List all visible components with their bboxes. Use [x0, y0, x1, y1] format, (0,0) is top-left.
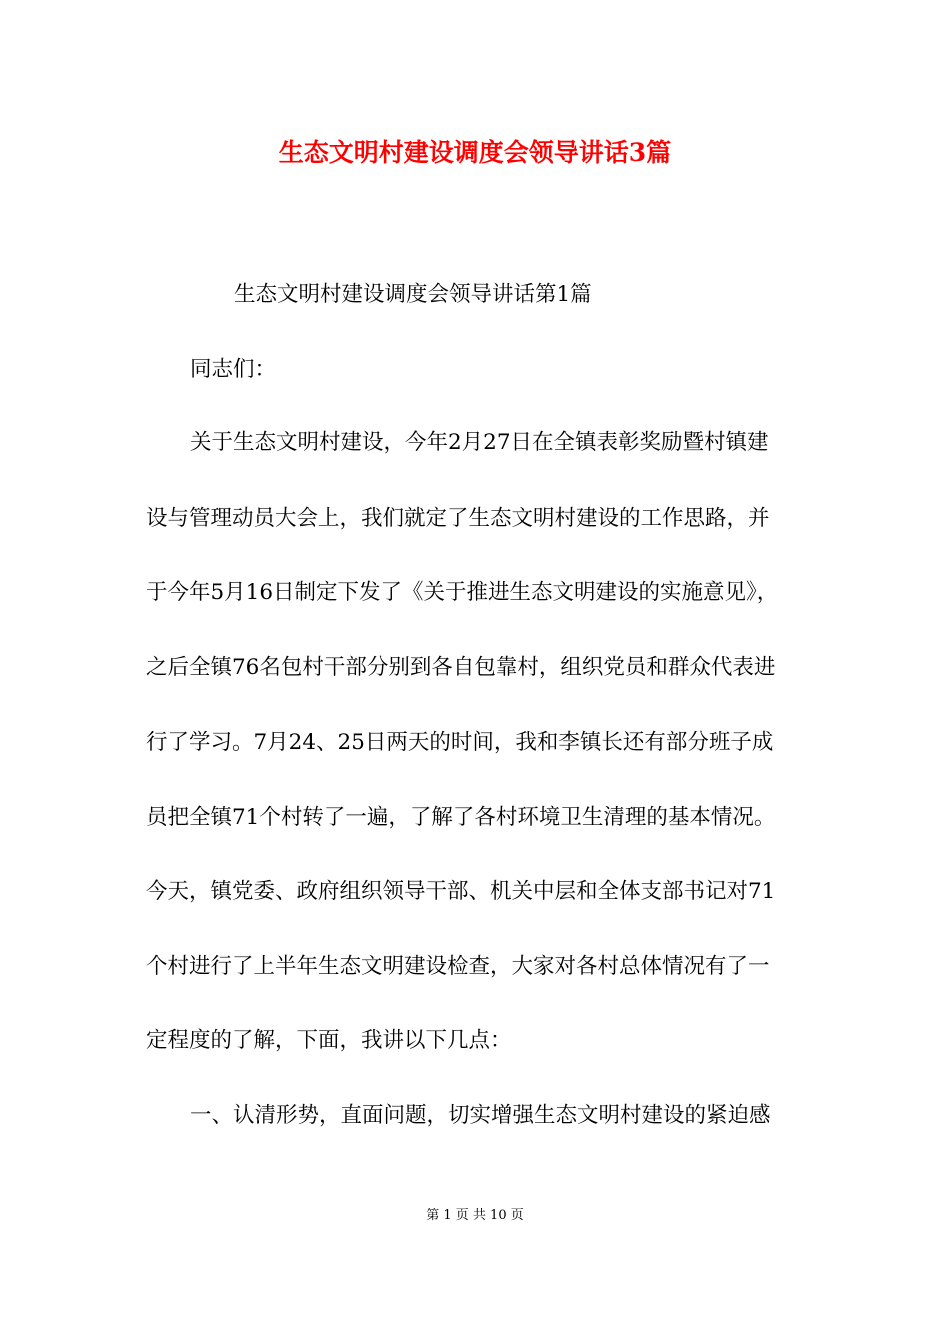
paragraph-line: 于今年5月16日制定下发了《关于推进生态文明建设的实施意见》， — [146, 580, 779, 605]
page-number: 第 1 页 共 10 页 — [426, 1208, 524, 1223]
section-heading: 一、认清形势，直面问题，切实增强生态文明村建设的紧迫感 — [190, 1103, 771, 1128]
paragraph-line: 之后全镇76名包村干部分别到各自包靠村，组织党员和群众代表进 — [146, 655, 776, 680]
document-title: 生态文明村建设调度会领导讲话3篇 — [278, 138, 672, 167]
paragraph-line: 个村进行了上半年生态文明建设检查，大家对各村总体情况有了一 — [146, 954, 770, 979]
paragraph-line: 设与管理动员大会上，我们就定了生态文明村建设的工作思路，并 — [146, 506, 770, 531]
salutation: 同志们： — [190, 357, 277, 382]
paragraph-line: 今天，镇党委、政府组织领导干部、机关中层和全体支部书记对71 — [146, 879, 776, 904]
paragraph-line: 关于生态文明村建设，今年2月27日在全镇表彰奖励暨村镇建 — [190, 430, 769, 455]
paragraph-line: 员把全镇71个村转了一遍，了解了各村环境卫生清理的基本情况。 — [146, 805, 776, 830]
paragraph-line: 定程度的了解，下面，我讲以下几点： — [146, 1028, 512, 1053]
paragraph-line: 行了学习。7月24、25日两天的时间，我和李镇长还有部分班子成 — [146, 730, 774, 755]
section-subtitle: 生态文明村建设调度会领导讲话第1篇 — [234, 282, 592, 307]
